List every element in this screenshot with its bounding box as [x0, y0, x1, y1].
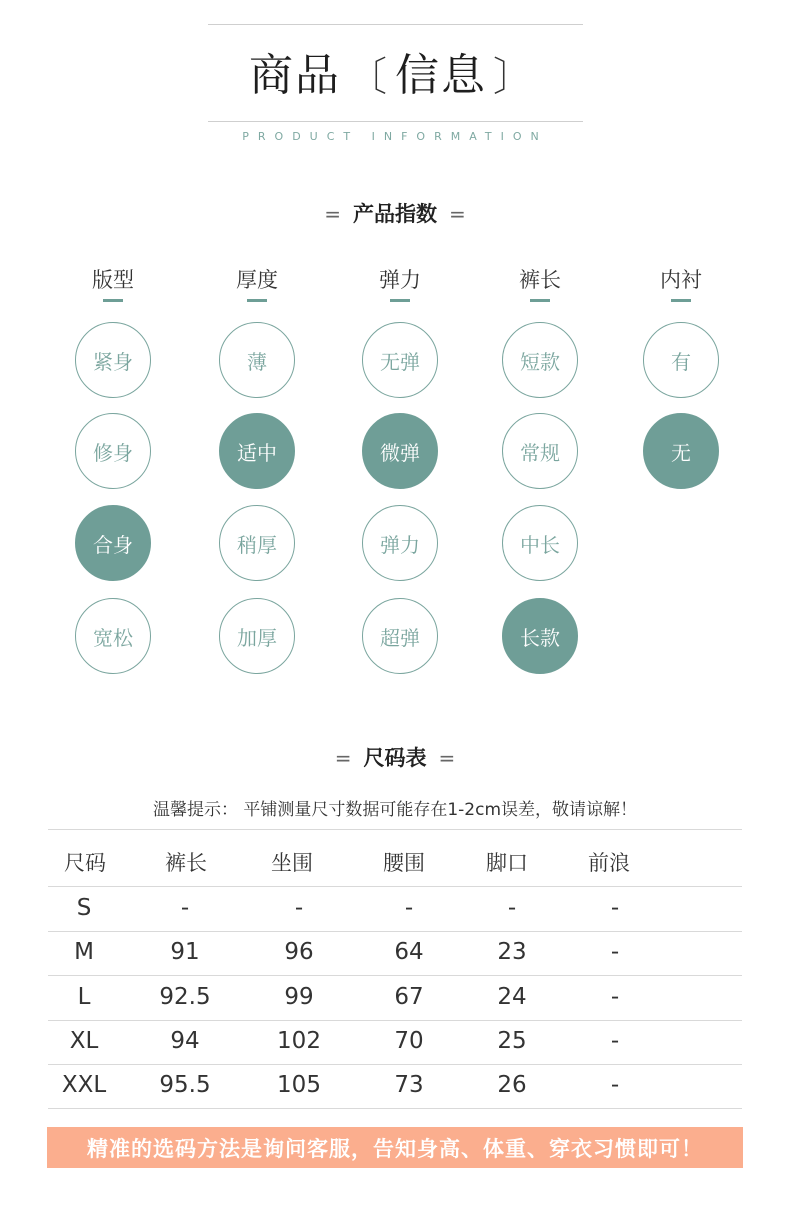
index-option: 加厚 [219, 598, 295, 674]
index-option: 短款 [502, 322, 578, 398]
table-header-cell: 尺码 [64, 851, 106, 875]
column-title-underline [530, 299, 550, 302]
size-tip: 温馨提示： 平铺测量尺寸数据可能存在1-2cm误差，敬请谅解！ [152, 800, 638, 820]
table-cell: 24 [497, 984, 527, 1010]
column-title-underline [247, 299, 267, 302]
table-cell: 96 [284, 939, 314, 965]
table-cell: 105 [277, 1072, 321, 1098]
table-cell: 67 [394, 984, 424, 1010]
table-cell: 91 [170, 939, 200, 965]
column-title-underline [103, 299, 123, 302]
title-bracket-open: 〔 [347, 54, 389, 100]
size-heading [0, 742, 790, 772]
table-cell: - [610, 1072, 620, 1098]
table-cell: 26 [497, 1072, 527, 1098]
index-option: 超弹 [362, 598, 438, 674]
title-bracket-close: 〕 [493, 54, 535, 100]
table-cell: - [610, 984, 620, 1010]
index-option-selected: 无 [643, 413, 719, 489]
table-cell: - [610, 1028, 620, 1054]
index-column-title: 厚度 [236, 268, 278, 292]
table-cell: 99 [284, 984, 314, 1010]
table-cell: - [294, 895, 304, 921]
heading-deco-right: = [449, 202, 466, 226]
index-heading [0, 198, 790, 228]
index-option: 紧身 [75, 322, 151, 398]
index-heading-text: 产品指数 [353, 202, 437, 226]
table-cell: - [610, 939, 620, 965]
index-column-title: 裤长 [519, 268, 561, 292]
title-left: 商品 [249, 50, 341, 101]
index-column-title: 版型 [92, 268, 134, 292]
table-header-cell: 坐围 [271, 851, 313, 875]
page-title [0, 46, 790, 107]
index-option: 稍厚 [219, 505, 295, 581]
table-header-cell: 前浪 [588, 851, 630, 875]
index-option-selected: 适中 [219, 413, 295, 489]
index-column-title: 弹力 [379, 268, 421, 292]
table-row-rule [48, 1108, 742, 1109]
table-cell: S [76, 895, 92, 921]
table-cell: 70 [394, 1028, 424, 1054]
index-column-title: 内衬 [660, 268, 702, 292]
header-bottom-rule [208, 121, 583, 122]
table-header-cell: 脚口 [486, 851, 528, 875]
table-cell: 95.5 [159, 1072, 211, 1098]
index-option-selected: 长款 [502, 598, 578, 674]
title-right: 信息 [395, 50, 487, 101]
index-option: 弹力 [362, 505, 438, 581]
index-option: 常规 [502, 413, 578, 489]
heading-deco-right: = [438, 746, 456, 770]
table-cell: - [610, 895, 620, 921]
page-subtitle: PRODUCT INFORMATION [242, 130, 548, 143]
table-cell: - [507, 895, 517, 921]
table-cell: - [404, 895, 414, 921]
table-cell: XL [69, 1028, 99, 1054]
table-header-cell: 裤长 [165, 851, 207, 875]
table-header-cell: 腰围 [383, 851, 425, 875]
column-title-underline [671, 299, 691, 302]
table-cell: M [74, 939, 94, 965]
table-cell: XXL [61, 1072, 107, 1098]
heading-deco-left: = [334, 746, 352, 770]
table-cell: 92.5 [159, 984, 211, 1010]
heading-deco-left: = [324, 202, 341, 226]
index-option: 薄 [219, 322, 295, 398]
index-option: 修身 [75, 413, 151, 489]
index-option: 宽松 [75, 598, 151, 674]
column-title-underline [390, 299, 410, 302]
index-option-selected: 微弹 [362, 413, 438, 489]
index-option: 无弹 [362, 322, 438, 398]
table-cell: 94 [170, 1028, 200, 1054]
table-cell: L [77, 984, 91, 1010]
index-option: 中长 [502, 505, 578, 581]
table-cell: 25 [497, 1028, 527, 1054]
table-cell: 23 [497, 939, 527, 965]
table-cell: - [180, 895, 190, 921]
table-cell: 64 [394, 939, 424, 965]
footer-banner: 精准的选码方法是询问客服，告知身高、体重、穿衣习惯即可！ [47, 1127, 743, 1168]
index-option-selected: 合身 [75, 505, 151, 581]
index-option: 有 [643, 322, 719, 398]
table-top-rule [48, 829, 742, 830]
table-cell: 73 [394, 1072, 424, 1098]
header-top-rule [208, 24, 583, 25]
table-cell: 102 [277, 1028, 321, 1054]
size-heading-text: 尺码表 [363, 746, 427, 770]
